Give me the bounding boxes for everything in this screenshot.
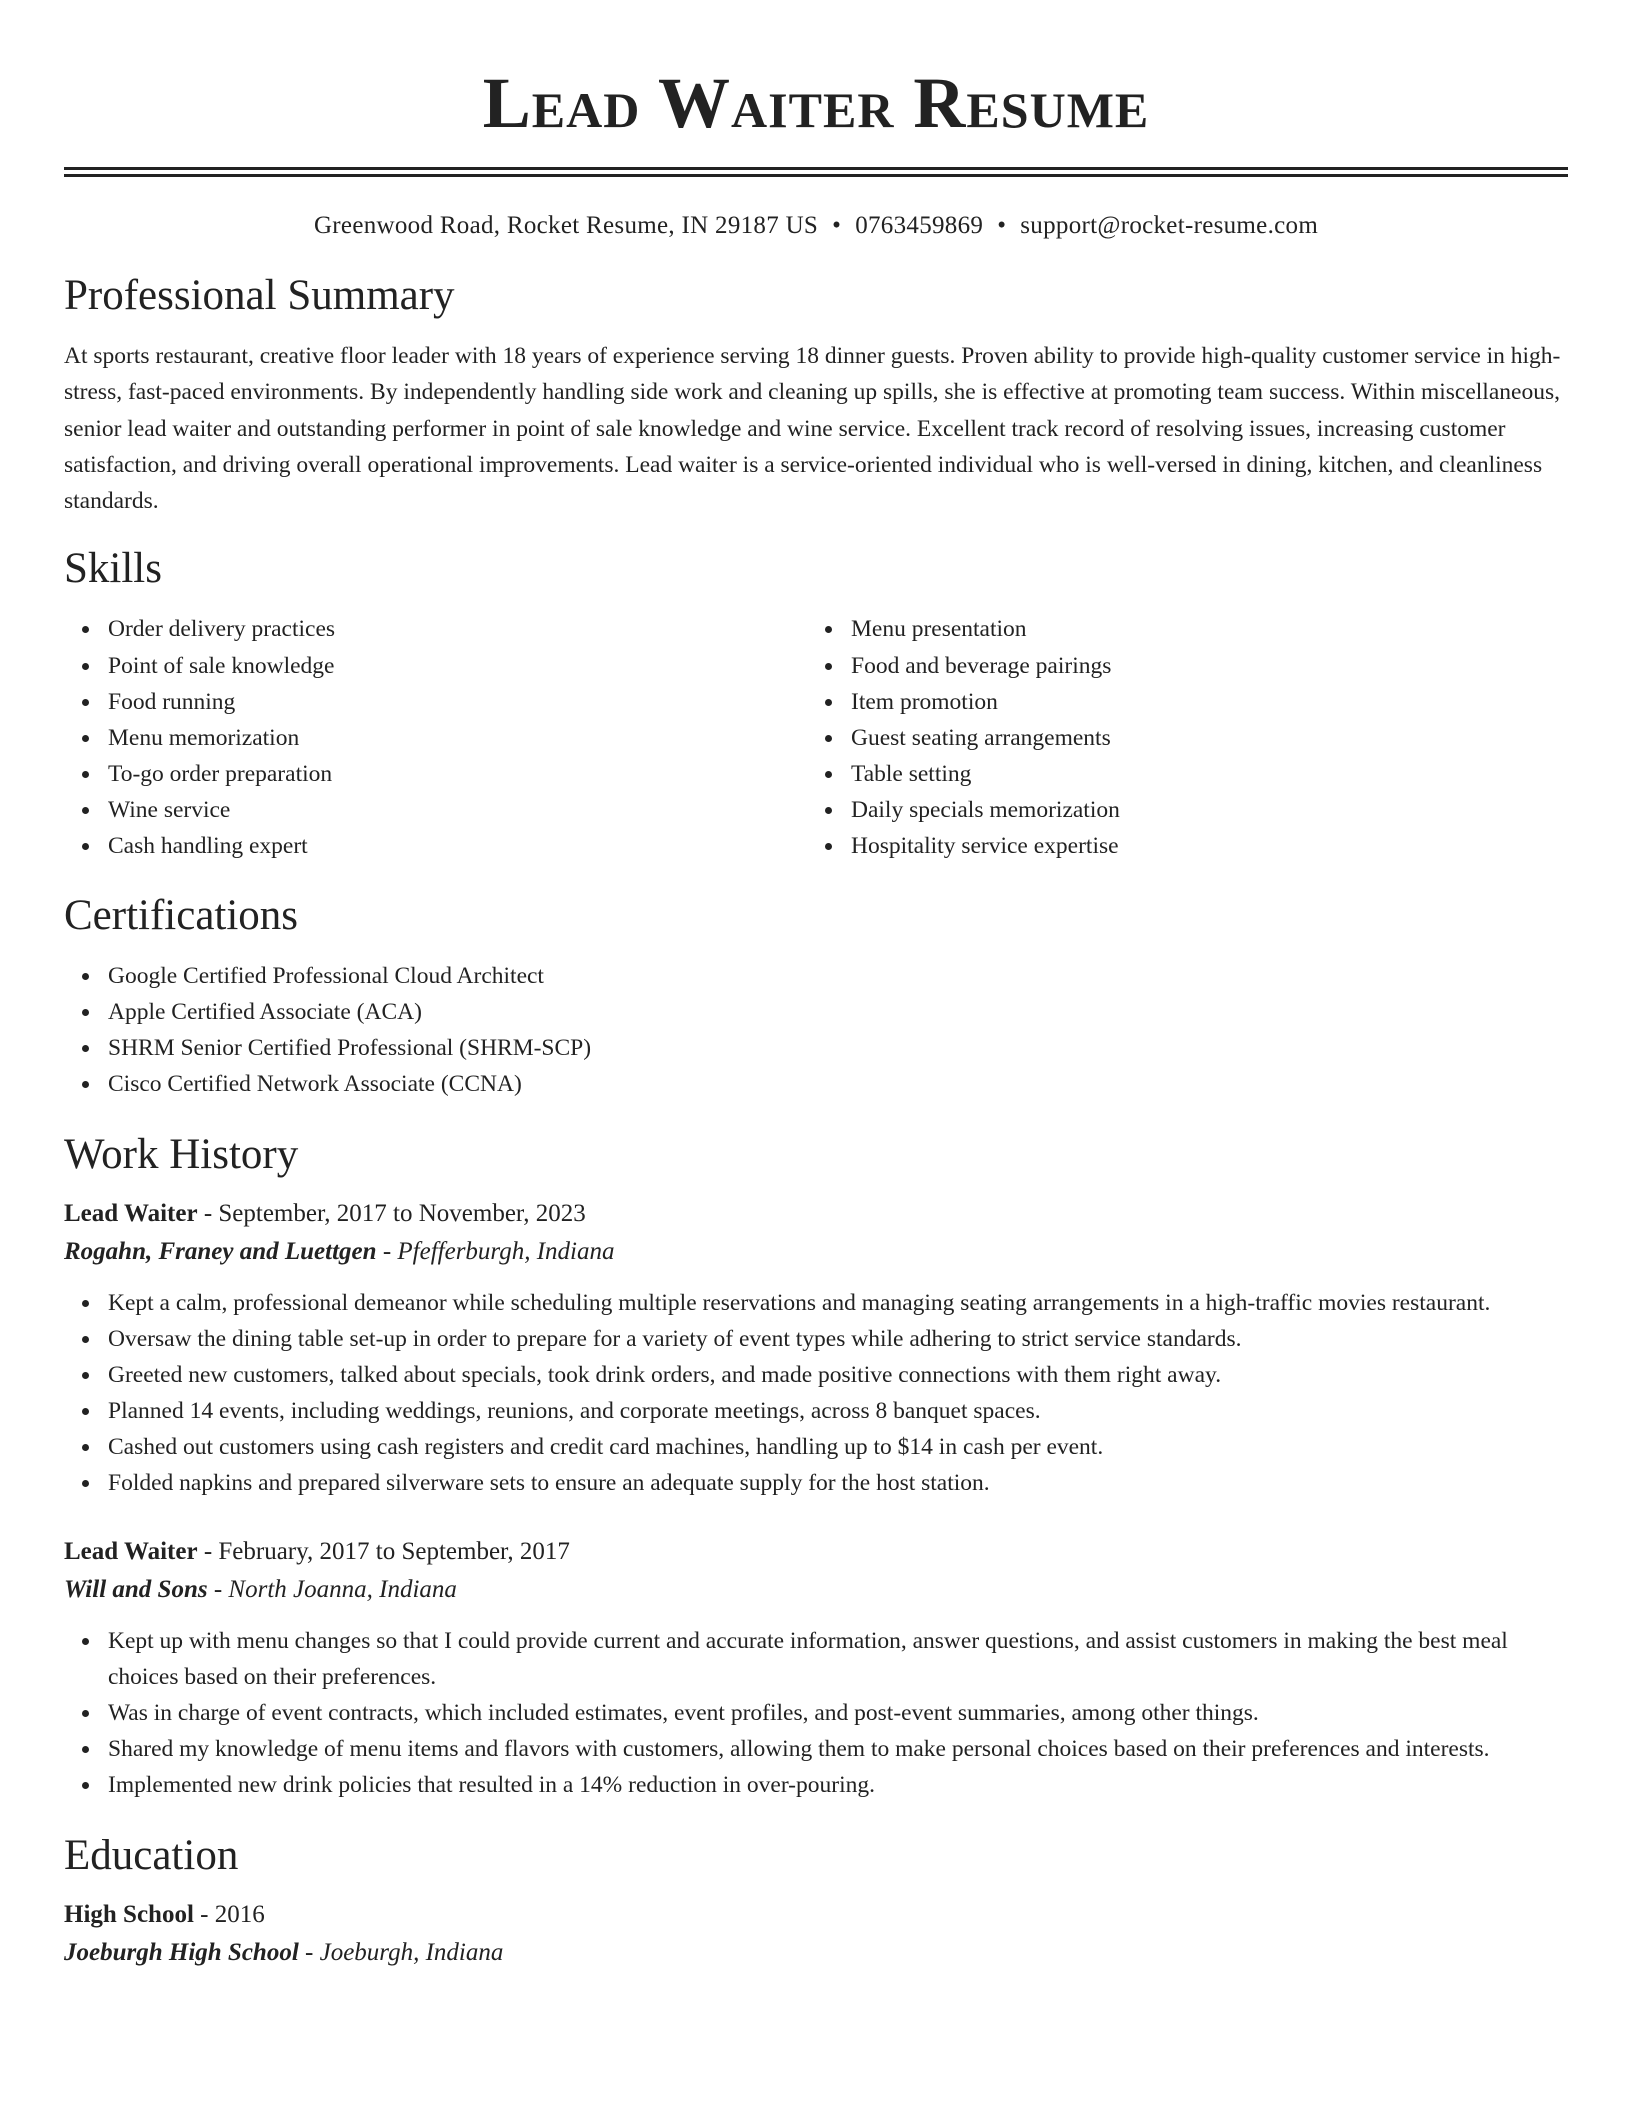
contact-separator: • bbox=[832, 212, 842, 239]
job-dates: - September, 2017 to November, 2023 bbox=[197, 1199, 586, 1227]
contact-address: Greenwood Road, Rocket Resume, IN 29187 US bbox=[313, 212, 819, 239]
employer-line bbox=[64, 1233, 1568, 1271]
skill-item: Hospitality service expertise bbox=[851, 828, 1550, 864]
skill-item: Wine service bbox=[108, 792, 807, 828]
employer-line bbox=[64, 1571, 1568, 1609]
summary-heading: Professional Summary bbox=[64, 272, 455, 319]
contact-separator: • bbox=[997, 212, 1007, 239]
certifications-heading: Certifications bbox=[64, 892, 299, 940]
skill-item: Point of sale knowledge bbox=[108, 648, 807, 684]
skill-item: Table setting bbox=[851, 756, 1550, 792]
certification-item: SHRM Senior Certified Professional (SHRM-SCP) bbox=[108, 1030, 1568, 1066]
skill-item: Food and beverage pairings bbox=[851, 648, 1550, 684]
job-title: Lead Waiter bbox=[64, 1199, 198, 1227]
job-title: Lead Waiter bbox=[64, 1538, 198, 1566]
job-title-line bbox=[64, 1533, 1568, 1571]
skills-column-left bbox=[64, 611, 807, 864]
job-bullet: Greeted new customers, talked about specials, took drink orders, and made positive connections with them right away. bbox=[108, 1357, 1568, 1393]
job-bullet: Implemented new drink policies that resulted in a 14% reduction in over-pouring. bbox=[108, 1767, 1568, 1803]
job-bullet: Kept a calm, professional demeanor while scheduling multiple reservations and managing seating arrangements in a high-traffic movies restaurant. bbox=[108, 1285, 1568, 1321]
graduation-year: - 2016 bbox=[193, 1900, 265, 1928]
job-bullet: Was in charge of event contracts, which included estimates, event profiles, and post-event summaries, among other things. bbox=[108, 1695, 1568, 1731]
skill-item: Food running bbox=[108, 684, 807, 720]
skill-item: Item promotion bbox=[851, 684, 1550, 720]
skill-item: Daily specials memorization bbox=[851, 792, 1550, 828]
job-entry bbox=[64, 1195, 1568, 1502]
contact-line bbox=[64, 210, 1568, 242]
skill-item: To-go order preparation bbox=[108, 756, 807, 792]
skill-item: Menu memorization bbox=[108, 720, 807, 756]
certification-item: Cisco Certified Network Associate (CCNA) bbox=[108, 1066, 1568, 1102]
education-heading: Education bbox=[64, 1831, 239, 1879]
employer-name: Will and Sons bbox=[64, 1576, 208, 1604]
job-bullets bbox=[64, 1285, 1568, 1502]
employer-location: - Pfefferburgh, Indiana bbox=[376, 1237, 615, 1265]
skill-item: Menu presentation bbox=[851, 611, 1550, 647]
employer-name: Rogahn, Franey and Luettgen bbox=[64, 1237, 377, 1265]
summary-text: At sports restaurant, creative floor leader with 18 years of experience serving 18 dinner guests. Proven ability to provide high-quality customer service in high-stress, fast-paced environments. By independently handling side work and cleaning up spills, she is effective at promoting team success. Within miscellaneous, senior lead waiter and outstanding performer in point of sale knowledge and wine service. Excellent track record of resolving issues, increasing customer satisfaction, and driving overall operational improvements. Lead waiter is a service-oriented individual who is well-versed in dining, kitchen, and cleanliness standards. bbox=[64, 343, 1561, 515]
skills-list-left bbox=[64, 611, 807, 864]
skills-grid bbox=[64, 611, 1568, 864]
degree-name: High School bbox=[64, 1900, 194, 1928]
school-line bbox=[64, 1934, 1568, 1972]
contact-email: support@rocket-resume.com bbox=[1020, 212, 1319, 239]
education-entry bbox=[64, 1896, 1568, 1972]
employer-location: - North Joanna, Indiana bbox=[207, 1576, 457, 1604]
job-bullet: Cashed out customers using cash registers and credit card machines, handling up to $14 in cash per event. bbox=[108, 1429, 1568, 1465]
degree-line bbox=[64, 1896, 1568, 1934]
job-dates: - February, 2017 to September, 2017 bbox=[197, 1538, 570, 1566]
job-title-line bbox=[64, 1195, 1568, 1233]
school-name: Joeburgh High School bbox=[64, 1938, 299, 1966]
title-divider bbox=[64, 167, 1568, 177]
certification-item: Google Certified Professional Cloud Architect bbox=[108, 958, 1568, 994]
job-bullets bbox=[64, 1623, 1568, 1803]
skills-column-right bbox=[807, 611, 1550, 864]
certification-item: Apple Certified Associate (ACA) bbox=[108, 994, 1568, 1030]
job-bullet: Oversaw the dining table set-up in order to prepare for a variety of event types while adhering to strict service standards. bbox=[108, 1321, 1568, 1357]
job-entry bbox=[64, 1533, 1568, 1803]
page-title: Lead Waiter Resume bbox=[482, 63, 1150, 143]
skills-list-right bbox=[807, 611, 1550, 864]
skill-item: Guest seating arrangements bbox=[851, 720, 1550, 756]
skills-heading: Skills bbox=[64, 545, 162, 593]
skill-item: Order delivery practices bbox=[108, 611, 807, 647]
job-bullet: Shared my knowledge of menu items and flavors with customers, allowing them to make personal choices based on their preferences and interests. bbox=[108, 1731, 1568, 1767]
school-location: - Joeburgh, Indiana bbox=[298, 1938, 504, 1966]
job-bullet: Kept up with menu changes so that I could provide current and accurate information, answer questions, and assist customers in making the best meal choices based on their preferences. bbox=[108, 1623, 1568, 1695]
skill-item: Cash handling expert bbox=[108, 828, 807, 864]
contact-phone: 0763459869 bbox=[855, 212, 984, 239]
job-bullet: Folded napkins and prepared silverware sets to ensure an adequate supply for the host station. bbox=[108, 1465, 1568, 1501]
work-history-heading: Work History bbox=[64, 1130, 299, 1178]
job-bullet: Planned 14 events, including weddings, reunions, and corporate meetings, across 8 banquet spaces. bbox=[108, 1393, 1568, 1429]
certifications-list bbox=[64, 958, 1568, 1102]
